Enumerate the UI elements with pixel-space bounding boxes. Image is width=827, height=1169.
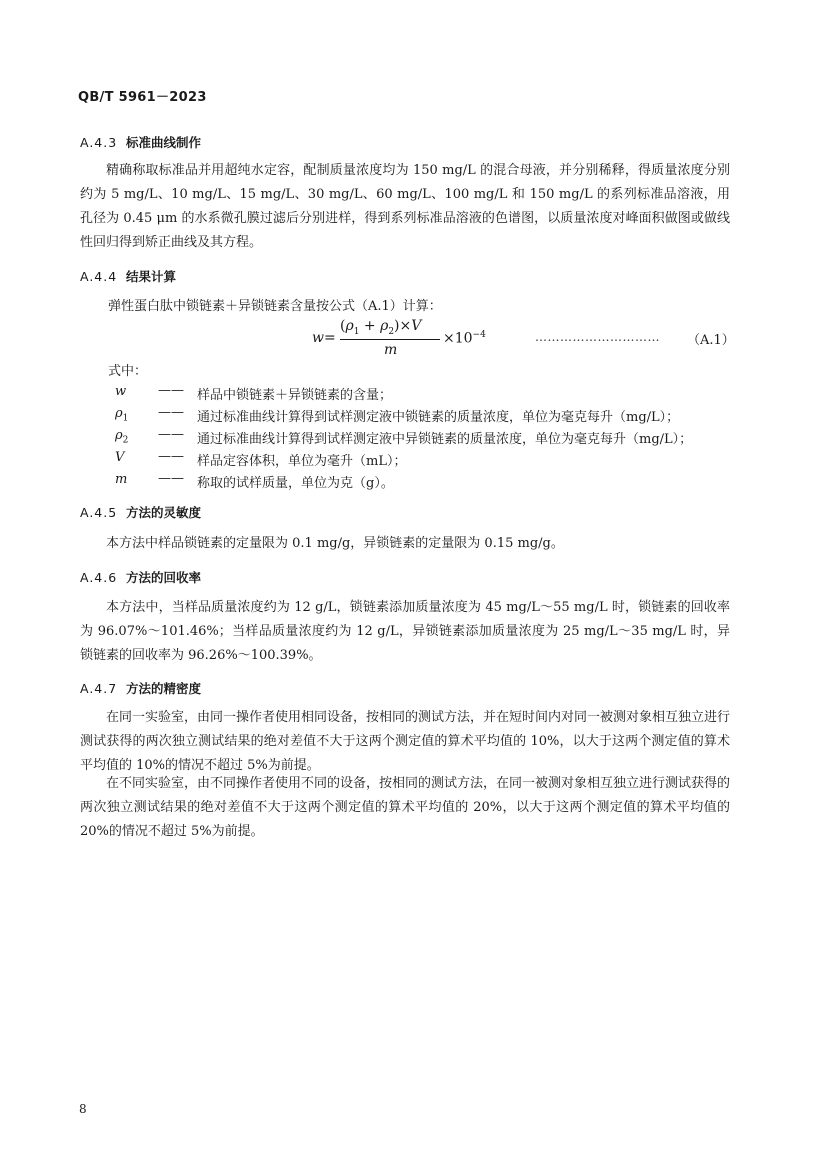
section-number: A.4.6	[80, 570, 118, 585]
formula-multiplier	[443, 330, 486, 347]
volume-symbol: V	[411, 318, 422, 334]
definition-text: 通过标准曲线计算得到试样测定液中锁链素的质量浓度，单位为毫克每升（mg/L）；	[197, 410, 680, 425]
definition-dash: ——	[158, 471, 184, 486]
standard-code: QB/T 5961－2023	[78, 90, 207, 105]
definition-row	[115, 384, 735, 406]
formula-a1	[312, 318, 512, 358]
definition-row	[115, 428, 735, 450]
symbol-letter: w	[115, 384, 127, 399]
rho2-subscript: 2	[388, 326, 395, 337]
formula-leader-dots: …………………………	[535, 330, 660, 344]
multiplier-base: ×10	[443, 330, 473, 347]
section-number: A.4.5	[80, 505, 118, 520]
definition-text: 称取的试样质量，单位为克（g）。	[197, 476, 394, 491]
paren-open: (	[340, 318, 346, 334]
symbol-letter: ρ	[115, 406, 123, 421]
paragraph-precision-reproducibility: 在不同实验室，由不同操作者使用不同的设备，按相同的测试方法，在同一被测对象相互独立进行测试获得的两次独立测试结果的绝对差值不大于这两个测定值的算术平均值的 20%，以大于这两个测定值的算术平均值的 20%的情况不超过 5%为前提。	[80, 776, 731, 839]
definition-dash: ——	[158, 405, 184, 420]
definition-symbol	[115, 472, 127, 487]
section-heading-a44	[80, 267, 176, 285]
section-title: 结果计算	[126, 269, 177, 284]
definition-symbol	[115, 406, 128, 424]
symbol-subscript: 2	[122, 435, 129, 446]
definition-text: 样品中锁链素＋异锁链素的含量；	[197, 388, 393, 403]
plus-sign: +	[359, 318, 381, 334]
formula-numerator	[340, 318, 421, 337]
page-number: 8	[79, 1102, 87, 1116]
definition-dash: ——	[158, 427, 184, 442]
formula-intro: 弹性蛋白肽中锁链素＋异锁链素含量按公式（A.1）计算：	[108, 299, 442, 314]
multiplier-exponent: −4	[472, 330, 486, 340]
formula-denominator: m	[384, 342, 398, 358]
definition-dash: ——	[158, 449, 184, 464]
paragraph-recovery: 本方法中，当样品质量浓度约为 12 g/L，锁链素添加质量浓度为 45 mg/L～55 mg/L 时，锁链素的回收率为 96.07%～101.46%；当样品质量浓度约为 12 g/L，异锁链素添加质量浓度为 25 mg/L～35 mg/L 时，异锁链素的回收率为 96.26%～100.39%。	[80, 600, 730, 663]
section-title: 方法的回收率	[126, 570, 202, 585]
symbol-letter: ρ	[115, 428, 123, 443]
definition-row	[115, 406, 735, 428]
where-label: 式中：	[108, 364, 148, 379]
definition-row	[115, 450, 735, 472]
symbol-subscript: 1	[122, 413, 129, 424]
paragraph-precision-repeatability: 在同一实验室，由同一操作者使用相同设备，按相同的测试方法，并在短时间内对同一被测对象相互独立进行测试获得的两次独立测试结果的绝对差值不大于这两个测定值的算术平均值的 10%，以大于这两个测定值的算术平均值的 10%的情况不超过 5%为前提。	[80, 710, 731, 773]
paren-close: )×	[394, 318, 412, 334]
section-heading-a45	[80, 503, 201, 521]
section-number: A.4.4	[80, 269, 118, 284]
formula-label: （A.1）	[687, 333, 735, 348]
section-heading-a47	[80, 679, 201, 697]
symbol-letter: V	[115, 450, 125, 465]
section-number: A.4.3	[80, 135, 118, 150]
section-title: 标准曲线制作	[126, 135, 202, 150]
definition-symbol	[115, 450, 124, 465]
paragraph-standard-curve: 精确称取标准品并用超纯水定容，配制质量浓度均为 150 mg/L 的混合母液，并分别稀释，得质量浓度分别约为 5 mg/L、10 mg/L、15 mg/L、30 mg/L、60 mg/L、100 mg/L 和 150 mg/L 的系列标准品溶液，用孔径为 0.45 μm 的水系微孔膜过滤后分别进样，得到系列标准品溶液的色谱图，以质量浓度对峰面积做图或做线性回归得到矫正曲线及其方程。	[80, 163, 730, 250]
section-heading-a43	[80, 133, 201, 151]
definition-row	[115, 472, 735, 494]
definition-symbol	[115, 384, 126, 399]
section-title: 方法的精密度	[126, 681, 202, 696]
section-title: 方法的灵敏度	[126, 505, 202, 520]
formula-equals: =	[324, 330, 336, 346]
section-number: A.4.7	[80, 681, 118, 696]
paragraph-sensitivity: 本方法中样品锁链素的定量限为 0.1 mg/g，异锁链素的定量限为 0.15 mg/g。	[106, 536, 564, 551]
formula-lhs: w	[312, 330, 324, 346]
definition-symbol	[115, 428, 128, 446]
rho1-symbol: ρ	[345, 318, 354, 334]
rho2-symbol: ρ	[380, 318, 389, 334]
rho1-subscript: 1	[353, 326, 360, 337]
definition-text: 通过标准曲线计算得到试样测定液中异锁链素的质量浓度，单位为毫克每升（mg/L）；	[197, 432, 693, 447]
symbol-letter: m	[115, 472, 128, 487]
definition-dash: ——	[158, 383, 184, 398]
section-heading-a46	[80, 568, 201, 586]
fraction-bar	[340, 339, 440, 340]
definition-text: 样品定容体积，单位为毫升（mL）；	[197, 454, 407, 469]
